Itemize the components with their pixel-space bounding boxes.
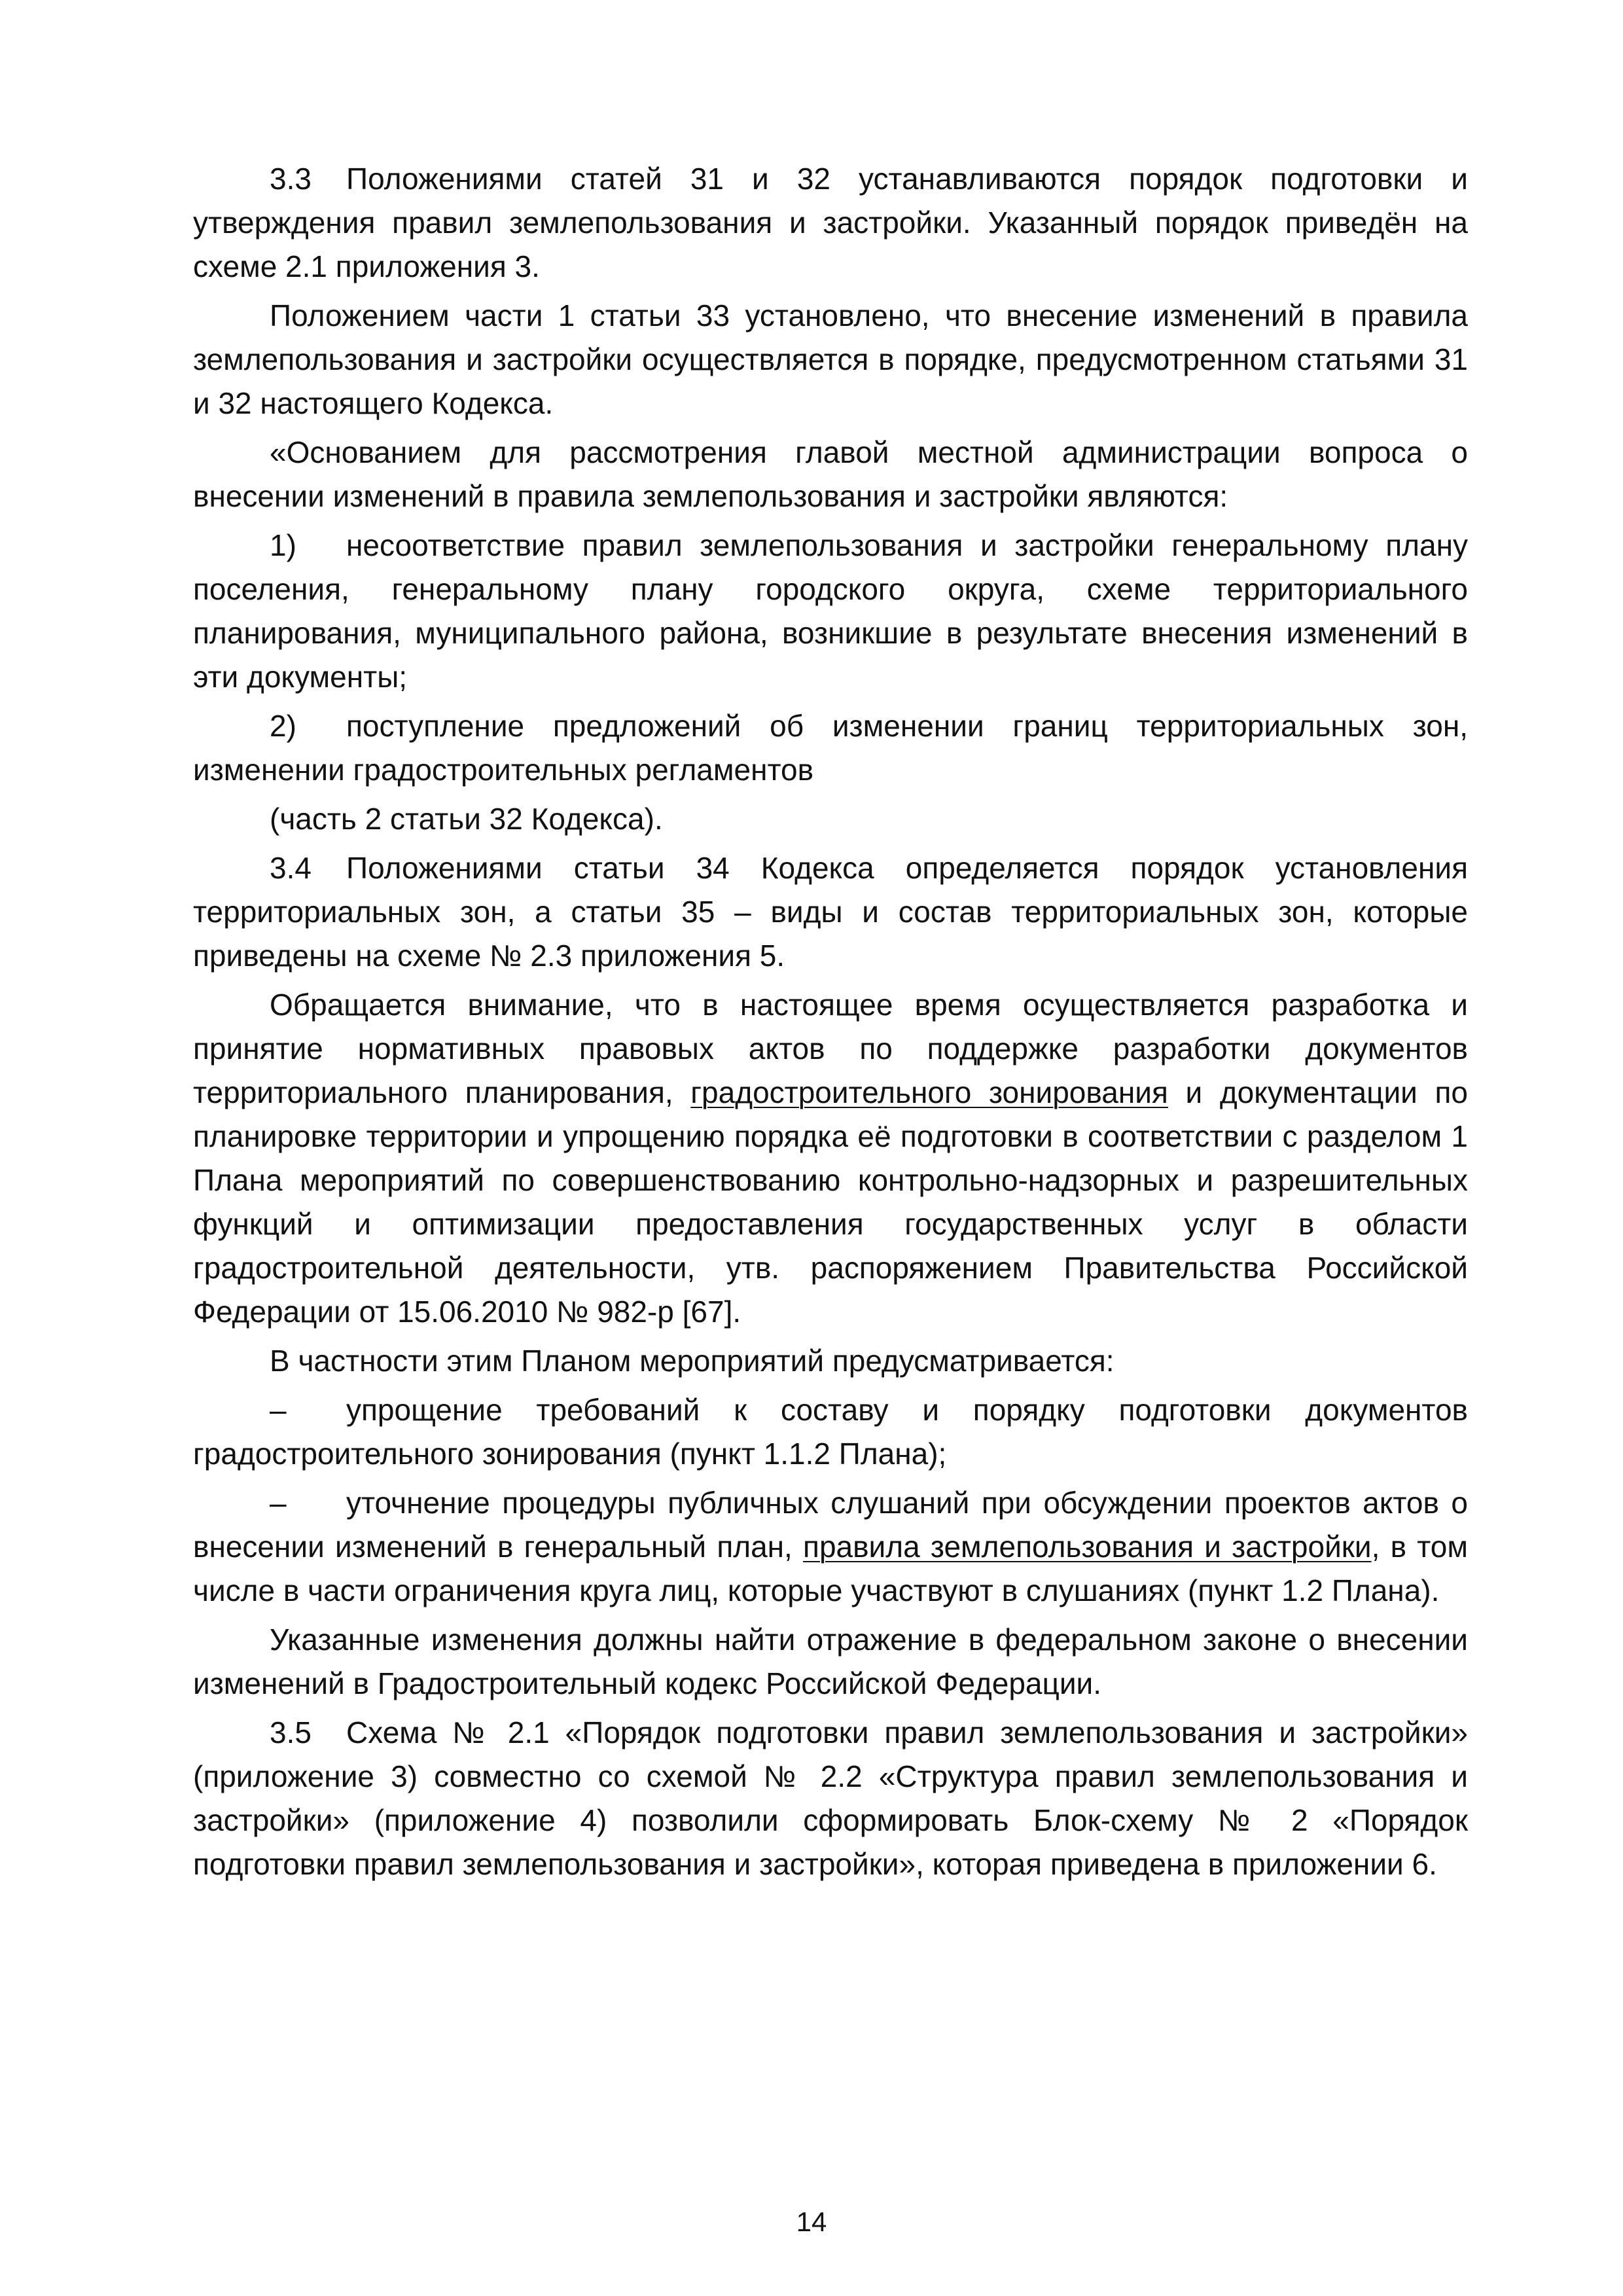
paragraph-text: В частности этим Планом мероприятий предусматривается: (270, 1344, 1115, 1378)
list-item-text: упрощение требований к составу и порядку подготовки документов градостроительного зонирования (пункт 1.1.2 Плана); (193, 1393, 1468, 1471)
list-marker: 2) (270, 709, 296, 743)
document-body (193, 157, 1468, 1892)
list-item-text: поступление предложений об изменении границ территориальных зон, изменении градостроительных регламентов (193, 709, 1468, 787)
list-item-text: несоответствие правил землепользования и застройки генеральному плану поселения, генеральному плану городского округа, схеме территориального планирования, муниципального района, возникшие в результате внесения изменений в эти документы; (193, 528, 1468, 694)
list-item-2 (193, 704, 1468, 792)
paragraph-text: Схема № 2.1 «Порядок подготовки правил землепользования и застройки» (приложение 3) совместно со схемой № 2.2 «Структура правил землепользования и застройки» (приложение 4) позволили сформировать Блок-схему № 2 «Порядок подготовки правил землепользования и застройки», которая приведена в приложении 6. (193, 1715, 1468, 1881)
quote-paragraph (193, 431, 1468, 518)
citation-paragraph (193, 797, 1468, 841)
paragraph-text: Обращается внимание, что в настоящее время осуществляется разработка и принятие нормативных правовых актов по поддержке разработки документов территориального планирования, (193, 988, 1468, 1109)
paragraph-text: Положением части 1 статьи 33 установлено, что внесение изменений в правила землепользования и застройки осуществляется в порядке, предусмотренном статьями 31 и 32 настоящего Кодекса. (193, 298, 1468, 420)
paragraph-3-3 (193, 157, 1468, 289)
paragraph (193, 294, 1468, 425)
paragraph (193, 1339, 1468, 1383)
paragraph-text: Положениями статей 31 и 32 устанавливаются порядок подготовки и утверждения правил землепользования и застройки. Указанный порядок приведён на схеме 2.1 приложения 3. (193, 162, 1468, 283)
list-marker: – (270, 1393, 287, 1427)
paragraph-3-5 (193, 1711, 1468, 1886)
list-item-1 (193, 524, 1468, 699)
list-marker: – (270, 1486, 287, 1520)
page-number: 14 (796, 2206, 827, 2237)
paragraph-text: и документации по планировке территории и упрощению порядка её подготовки в соответствии с разделом 1 Плана мероприятий по совершенствованию контрольно-надзорных и разрешительных функций и оптимизации предоставления государственных услуг в области градостроительной деятельности, утв. распоряжением Правительства Российской Федерации от 15.06.2010 № 982-р [67]. (193, 1075, 1468, 1329)
list-marker: 1) (270, 528, 296, 562)
list-item-text: , в том числе в части ограничения круга лиц, которые участвуют в слушаниях (пункт 1.2 Плана). (193, 1530, 1468, 1607)
paragraph-text: (часть 2 статьи 32 Кодекса). (270, 802, 663, 836)
section-number: 3.5 (270, 1715, 312, 1749)
paragraph (193, 983, 1468, 1334)
zoning-link[interactable]: градостроительного зонирования (690, 1075, 1168, 1109)
section-number: 3.4 (270, 851, 312, 885)
dash-list-item (193, 1388, 1468, 1476)
paragraph-3-4 (193, 846, 1468, 978)
paragraph-text: Указанные изменения должны найти отражение в федеральном законе о внесении изменений в Градостроительный кодекс Российской Федерации. (193, 1623, 1468, 1700)
section-number: 3.3 (270, 162, 312, 196)
paragraph (193, 1618, 1468, 1706)
paragraph-text: Положениями статьи 34 Кодекса определяется порядок установления территориальных зон, а статьи 35 – виды и состав территориальных зон, которые приведены на схеме № 2.3 приложения 5. (193, 851, 1468, 973)
list-item-text: уточнение процедуры публичных слушаний при обсуждении проектов актов о внесении изменений в генеральный план, (193, 1486, 1468, 1564)
paragraph-text: «Основанием для рассмотрения главой местной администрации вопроса о внесении изменений в правила землепользования и застройки являются: (193, 435, 1468, 513)
land-use-rules-link[interactable]: правила землепользования и застройки (803, 1530, 1372, 1564)
dash-list-item (193, 1481, 1468, 1613)
